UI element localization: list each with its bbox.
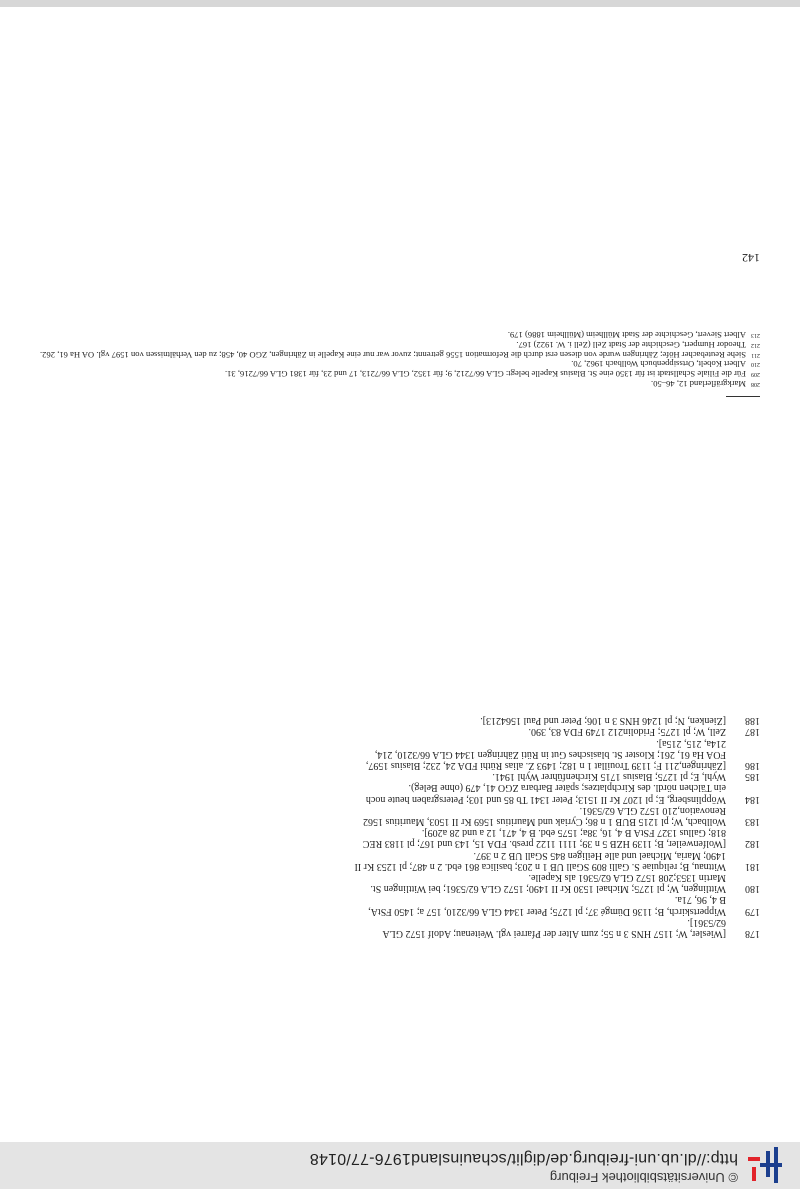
list-item <box>40 894 760 916</box>
list-item <box>40 726 760 737</box>
entry-text: Wittlingen, W; pl 1275; Michael 1530 Kr II 1490; 1572 GLA 62/5361; bei Wittlingen St. <box>370 883 726 895</box>
entry-continuation: 818; Gallus 1327 FStA B 4, 16, 38a; 1575 ebd. B 4, 471, 12 a und 28 a209]. <box>421 827 726 839</box>
entry-continuation: ein Tälchen nördl. des Kirchplatzes; später Barbara ZGO 41, 479 (ohne Beleg). <box>408 782 726 794</box>
footnote-number: 213 <box>751 332 760 339</box>
list-item <box>40 749 760 771</box>
entry-text: 214a, 215, 215a]. <box>656 737 726 749</box>
list-item <box>40 872 760 894</box>
entry-continuation: 1490; Maria, Michael und alle Heiligen 845 SGall UB 2 n 397. <box>473 849 726 861</box>
footnote-list <box>40 329 760 388</box>
entry-number: 186 <box>745 759 760 771</box>
entry-text: [Zähringen,211 F; 1139 Trouillat 1 n 182; 1493 Z. alias Rüthi FDA 24, 232; Blasius 1597, <box>365 759 726 771</box>
footnote-number: 211 <box>751 351 760 358</box>
footnote <box>40 329 760 339</box>
entry-number: 181 <box>745 860 760 872</box>
footnote <box>40 339 760 349</box>
footnote-text: Albert Kobelt, Ortssippenbuch Wollbach 1962, 70. <box>571 359 746 370</box>
entry-number: 184 <box>745 793 760 805</box>
entry-continuation: 62/5361]. <box>687 916 726 928</box>
footnote-number: 210 <box>751 361 760 368</box>
entry-number: 179 <box>745 905 760 917</box>
entry-number <box>726 737 760 748</box>
footnote <box>40 378 760 388</box>
entry-text: [Wolfenweiler, B; 1139 HZB 5 n 39; 1111 1122 presb. FDA 15, 143 und 167; pl 1183 REC <box>362 838 726 850</box>
list-item <box>40 782 760 804</box>
footnote <box>40 349 760 359</box>
entry-number: 178 <box>745 928 760 939</box>
entry-number: 180 <box>745 883 760 895</box>
entry-text: [Wiesler, W; 1157 HNS 3 n 55; zum Alter der Pfarrei vgl. Weitenau; Adolf 1572 GLA <box>382 928 726 939</box>
footnote-text: Siehe Reutebacher Höfe; Zähringen wurde von diesen erst durch die Reformation 1556 getrennt; zuvor war nur eine Kapelle in Zähringen, ZGO 40, 458; zu den Verhältnissen von 1597 vgl. OA Ha 61, 262. <box>39 349 746 360</box>
list-item <box>40 737 760 748</box>
copyright-text: © Universitätsbibliothek Freiburg <box>549 1170 738 1185</box>
entry-text: Zell, W; pl 1275; Fridolin212 1749 FDA 83, 390. <box>528 726 726 738</box>
list-item <box>40 827 760 849</box>
footnote-number: 212 <box>751 341 760 348</box>
entry-text: Wollbach, W; pl 1215 BUB 1 n 86; Cyriak und Mauritius 1569 Kr II 1503, Mauritius 1562 <box>362 815 726 827</box>
entry-text: Wippertskirch, B; 1136 Dümgé 37; pl 1275; Peter 1344 GLA 66/3210, 157 a; 1450 FStA, <box>368 905 726 917</box>
list-item <box>40 849 760 871</box>
footnote-text: Albert Sievert, Geschichte der Stadt Müllheim (Müllheim 1886) 179. <box>507 330 746 341</box>
document-url-link[interactable]: http://dl.ub.uni-freiburg.de/diglit/schauinsland1976-77/0148 <box>309 1150 738 1167</box>
entry-number: 188 <box>745 715 760 727</box>
list-item <box>40 715 760 726</box>
entry-number: 183 <box>745 815 760 827</box>
footnote-number: 209 <box>751 371 760 378</box>
footnote-text: Theodor Humpert, Geschichte der Stadt Zell (Zell i. W. 1922) 167. <box>516 339 746 350</box>
footnote-number: 208 <box>751 381 760 387</box>
list-item <box>40 771 760 782</box>
entry-continuation: Martin 1353;208 1572 GLA 62/5361 als Kapelle. <box>528 871 726 883</box>
entry-number: 182 <box>745 838 760 850</box>
entry-continuation: B 4, 96, 71a. <box>674 894 726 906</box>
footnote <box>40 368 760 378</box>
footnote-text: Markgräflerland 12, 46–50. <box>651 379 746 389</box>
entry-text: Wyhl, E; pl 1275; Blasius 1715 Kirchenführer Wyhl 1941. <box>492 771 726 783</box>
footnote <box>40 359 760 369</box>
entry-continuation: Renovation,210 1572 GLA 62/5361. <box>579 804 726 816</box>
entry-number: 185 <box>745 771 760 783</box>
entry-list <box>40 715 760 939</box>
entry-text: Wöpplinsberg, E; pl 1207 Kr II 1513; Peter 1341 Tb 85 und 103; Petersgraben heute noch <box>365 793 726 805</box>
entry-text: Wittnau, B; reliquiae S. Galli 809 SGall UB 1 n 203; basilica 861 ebd. 2 n 487; pl 1253 Kr II <box>354 860 726 872</box>
entry-text: [Zienken, N; pl 1246 HNS 3 n 106; Peter und Paul 1564213]. <box>480 715 726 727</box>
entry-number: 187 <box>745 726 760 738</box>
list-item <box>40 805 760 827</box>
list-item <box>40 917 760 939</box>
footnote-divider <box>726 396 760 397</box>
entry-continuation: FOA Ha 61, 261; Kloster St. blasisches Gut in Rüti Zähringen 1344 GLA 66/3210, 214, <box>374 748 726 760</box>
page-number: 142 <box>742 251 760 265</box>
library-logo-icon <box>744 1145 784 1185</box>
footnote-text: Für die Filiale Schallstadt ist für 1350 eine St. Blasius Kapelle belegt: GLA 66/7212, 9; für 1352, GLA 66/7213, 17 und 23, für 1381 GLA 66/7216, 31. <box>224 369 746 380</box>
viewer-bottom-bar <box>0 0 800 7</box>
library-header <box>0 1142 800 1189</box>
